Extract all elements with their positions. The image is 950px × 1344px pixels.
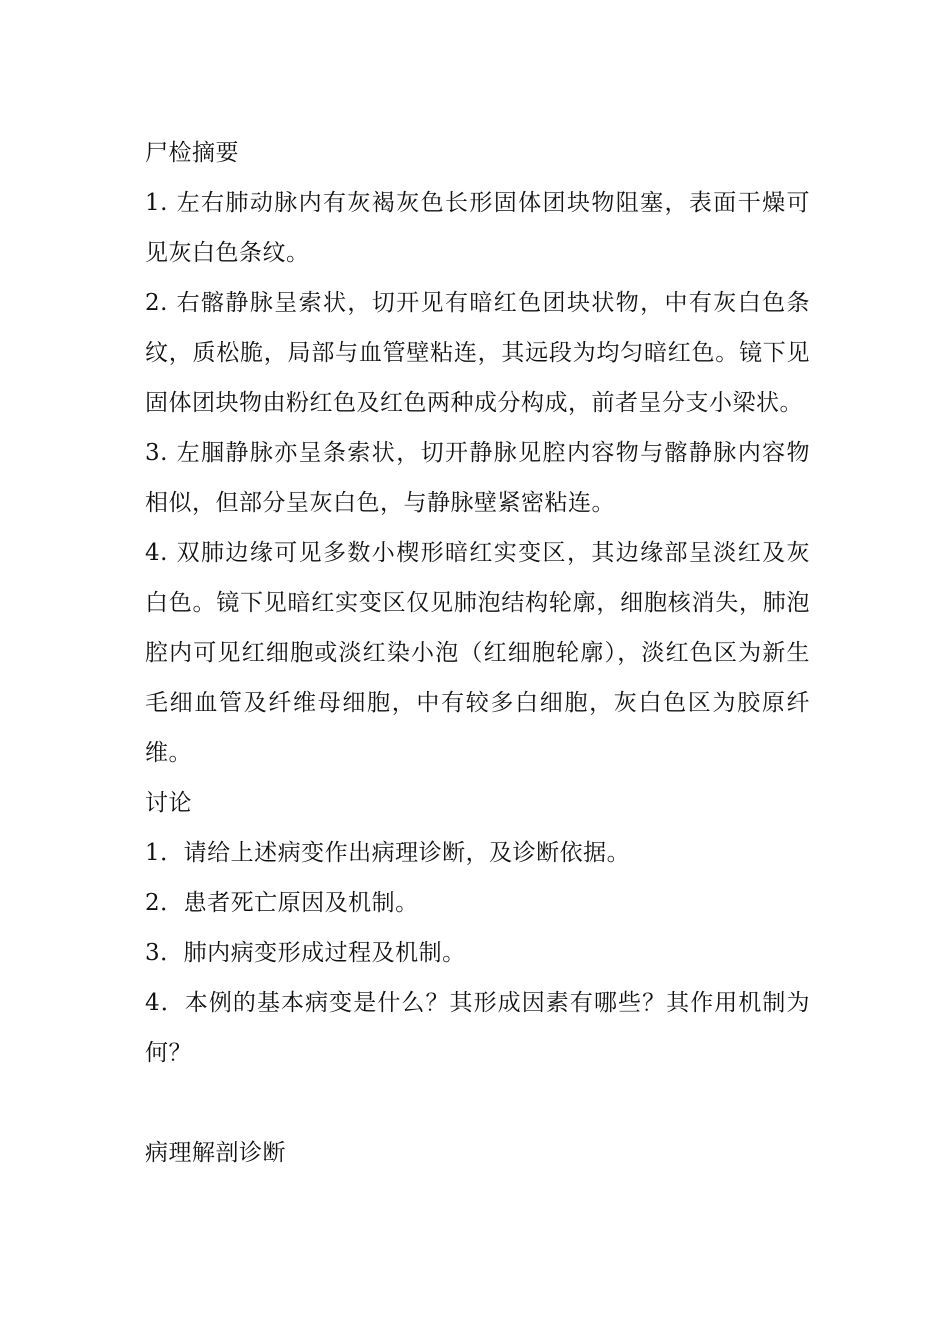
- discussion-heading: 讨论: [145, 790, 192, 816]
- summary-item-1: 1. 左右肺动脉内有灰褐灰色长形固体团块物阻塞，表面干燥可见灰白色条纹。: [145, 190, 810, 266]
- discussion-item-2: 2．患者死亡原因及机制。: [145, 890, 419, 916]
- summary-item-2: 2. 右髂静脉呈索状，切开见有暗红色团块状物，中有灰白色条纹，质松脆，局部与血管壁粘连，其远段为均匀暗红色。镜下见固体团块物由粉红色及红色两种成分构成，前者呈分支小梁状。: [145, 290, 810, 416]
- summary-heading: 尸检摘要: [145, 140, 239, 166]
- discussion-item-3: 3．肺内病变形成过程及机制。: [145, 940, 466, 966]
- document-body: [145, 128, 810, 1178]
- blank-line: [145, 1078, 810, 1128]
- diagnosis-heading: 病理解剖诊断: [145, 1140, 286, 1166]
- summary-item-3: 3. 左腘静脉亦呈条索状，切开静脉见腔内容物与髂静脉内容物相似，但部分呈灰白色，与静脉壁紧密粘连。: [145, 440, 810, 516]
- summary-item-4: 4. 双肺边缘可见多数小楔形暗红实变区，其边缘部呈淡红及灰白色。镜下见暗红实变区仅见肺泡结构轮廓，细胞核消失，肺泡腔内可见红细胞或淡红染小泡（红细胞轮廓），淡红色区为新生毛细血管及纤维母细胞，中有较多白细胞，灰白色区为胶原纤维。: [145, 540, 810, 766]
- discussion-item-1: 1．请给上述病变作出病理诊断，及诊断依据。: [145, 840, 631, 866]
- discussion-item-4: 4．本例的基本病变是什么？其形成因素有哪些？其作用机制为何？: [145, 990, 810, 1066]
